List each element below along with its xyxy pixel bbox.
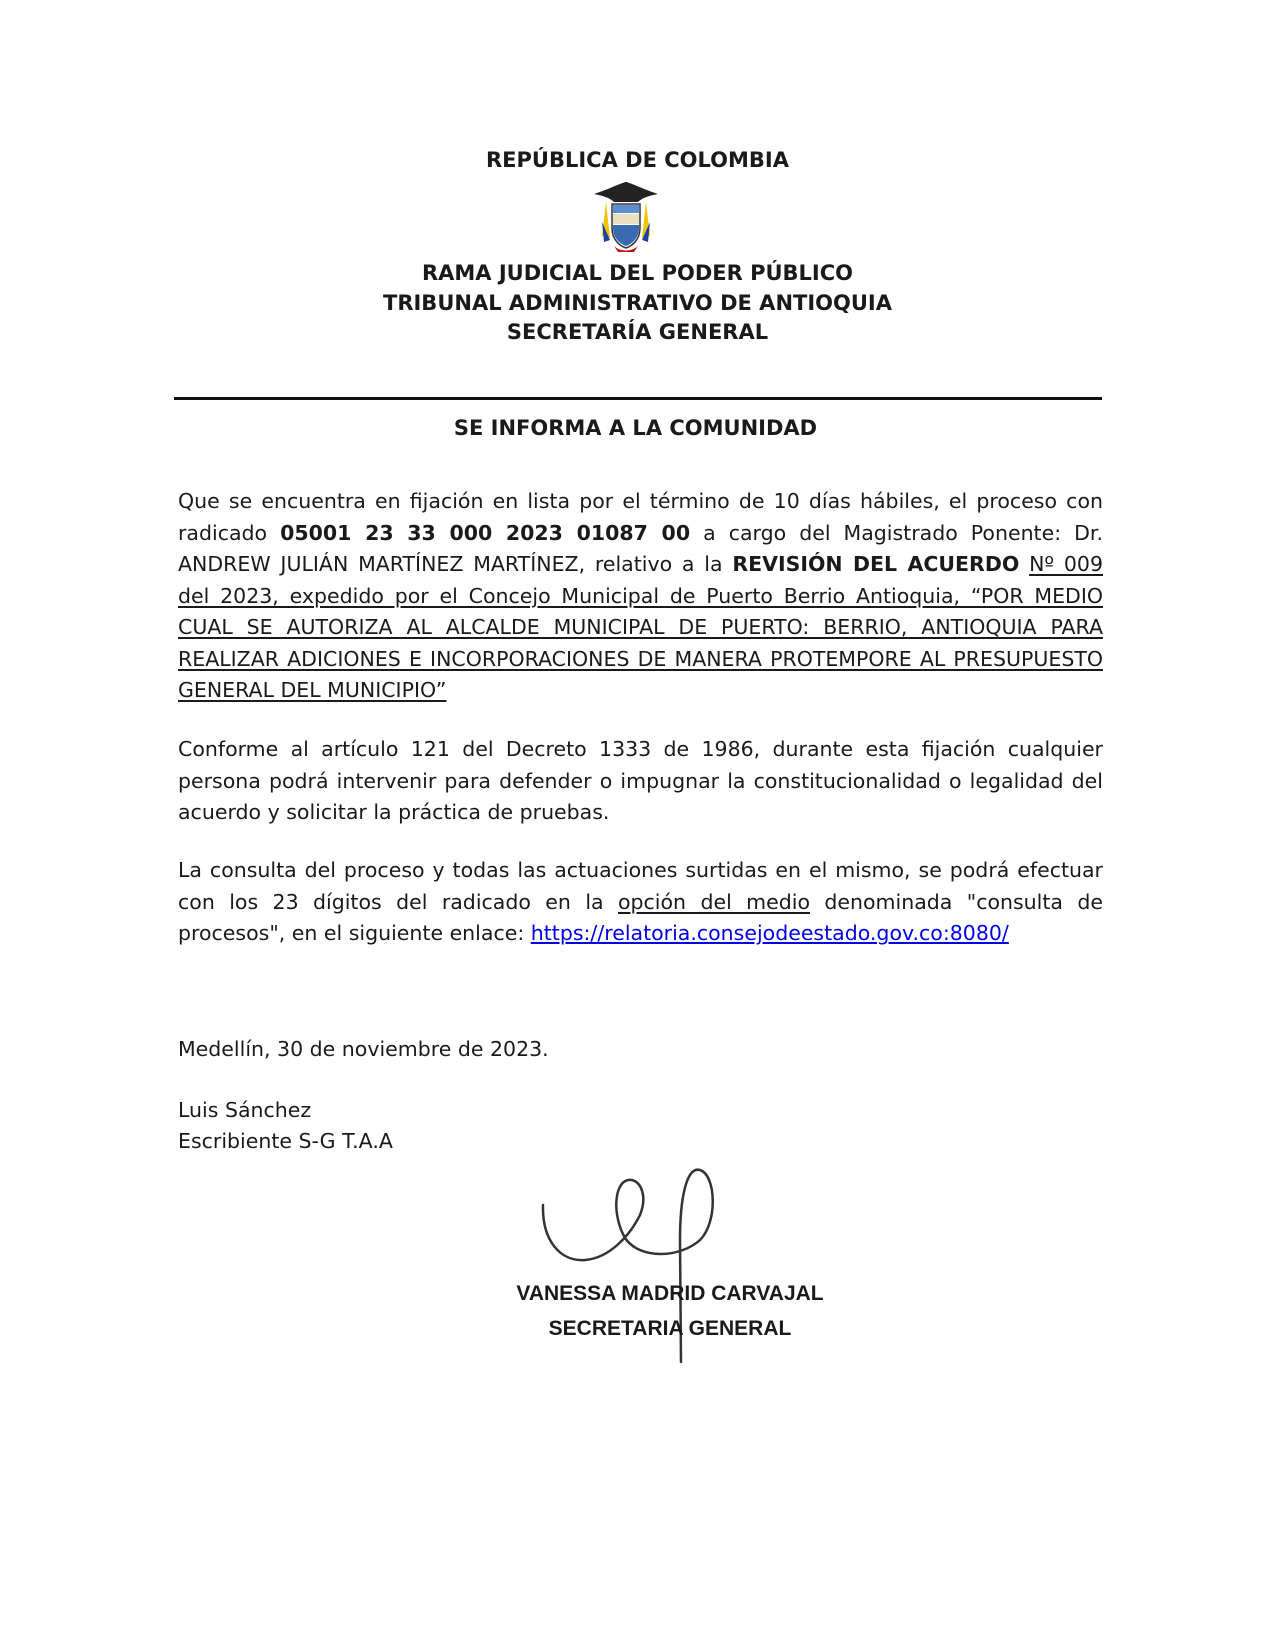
- signatory-role: SECRETARIA GENERAL: [548, 1317, 792, 1340]
- notice-paragraph-2: Conforme al artículo 121 del Decreto 1333 de 1986, durante esta fijación cualquier persona podrá intervenir para defender o impugnar la constitucionalidad o legalidad del acuerdo y solicitar la práctica de pruebas.: [178, 737, 1103, 824]
- option-label: opción del medio: [617, 889, 810, 914]
- p3-text-2: denominada "consulta de procesos", en el siguiente enlace:: [178, 889, 1103, 945]
- p1-text-1: Que se encuentra en fijación en lista por el término de 10 días hábiles, el proceso con radicado: [178, 489, 1103, 545]
- coat-of-arms-icon: [588, 178, 664, 256]
- clerk-role: Escribiente S-G T.A.A: [178, 1129, 393, 1153]
- radicado-number: 05001 23 33 000 2023 01087 00: [280, 520, 691, 545]
- notice-title: SE INFORMA A LA COMUNIDAD: [453, 416, 818, 440]
- p1-text-2: a cargo del Magistrado Ponente: Dr. ANDREW JULIÁN MARTÍNEZ MARTÍNEZ, relativo a la: [178, 520, 1103, 576]
- notice-date: Medellín, 30 de noviembre de 2023.: [178, 1037, 549, 1061]
- header-branch: RAMA JUDICIAL DEL PODER PÚBLICO: [421, 261, 854, 285]
- header-court: TRIBUNAL ADMINISTRATIVO DE ANTIOQUIA: [383, 291, 892, 315]
- revision-label: REVISIÓN DEL ACUERDO: [732, 552, 1020, 576]
- notice-paragraph-1: [178, 486, 1103, 707]
- clerk-name: Luis Sánchez: [178, 1098, 312, 1122]
- notice-paragraph-3: [178, 855, 1103, 950]
- p1-space: [1019, 552, 1029, 576]
- header-country: REPÚBLICA DE COLOMBIA: [486, 148, 789, 172]
- agreement-description: Nº 009 del 2023, expedido por el Concejo Municipal de Puerto Berrio Antioquia, “POR MEDIO CUAL SE AUTORIZA AL ALCALDE MUNICIPAL DE PUERTO: BERRIO, ANTIOQUIA PARA REALIZAR ADICIONES E INCORPORACIONES DE MANERA PROTEMPORE AL PRESUPUESTO GENERAL DEL MUNICIPIO”: [178, 552, 1103, 702]
- p3-text-1: La consulta del proceso y todas las actuaciones surtidas en el mismo, se podrá efectuar con los 23 dígitos del radicado en la: [178, 858, 1103, 914]
- header-office: SECRETARÍA GENERAL: [506, 320, 769, 344]
- signatory-name: VANESSA MADRID CARVAJAL: [516, 1282, 824, 1305]
- header-divider: [174, 397, 1102, 400]
- consulta-link[interactable]: https://relatoria.consejodeestado.gov.co:8080/: [530, 921, 1009, 945]
